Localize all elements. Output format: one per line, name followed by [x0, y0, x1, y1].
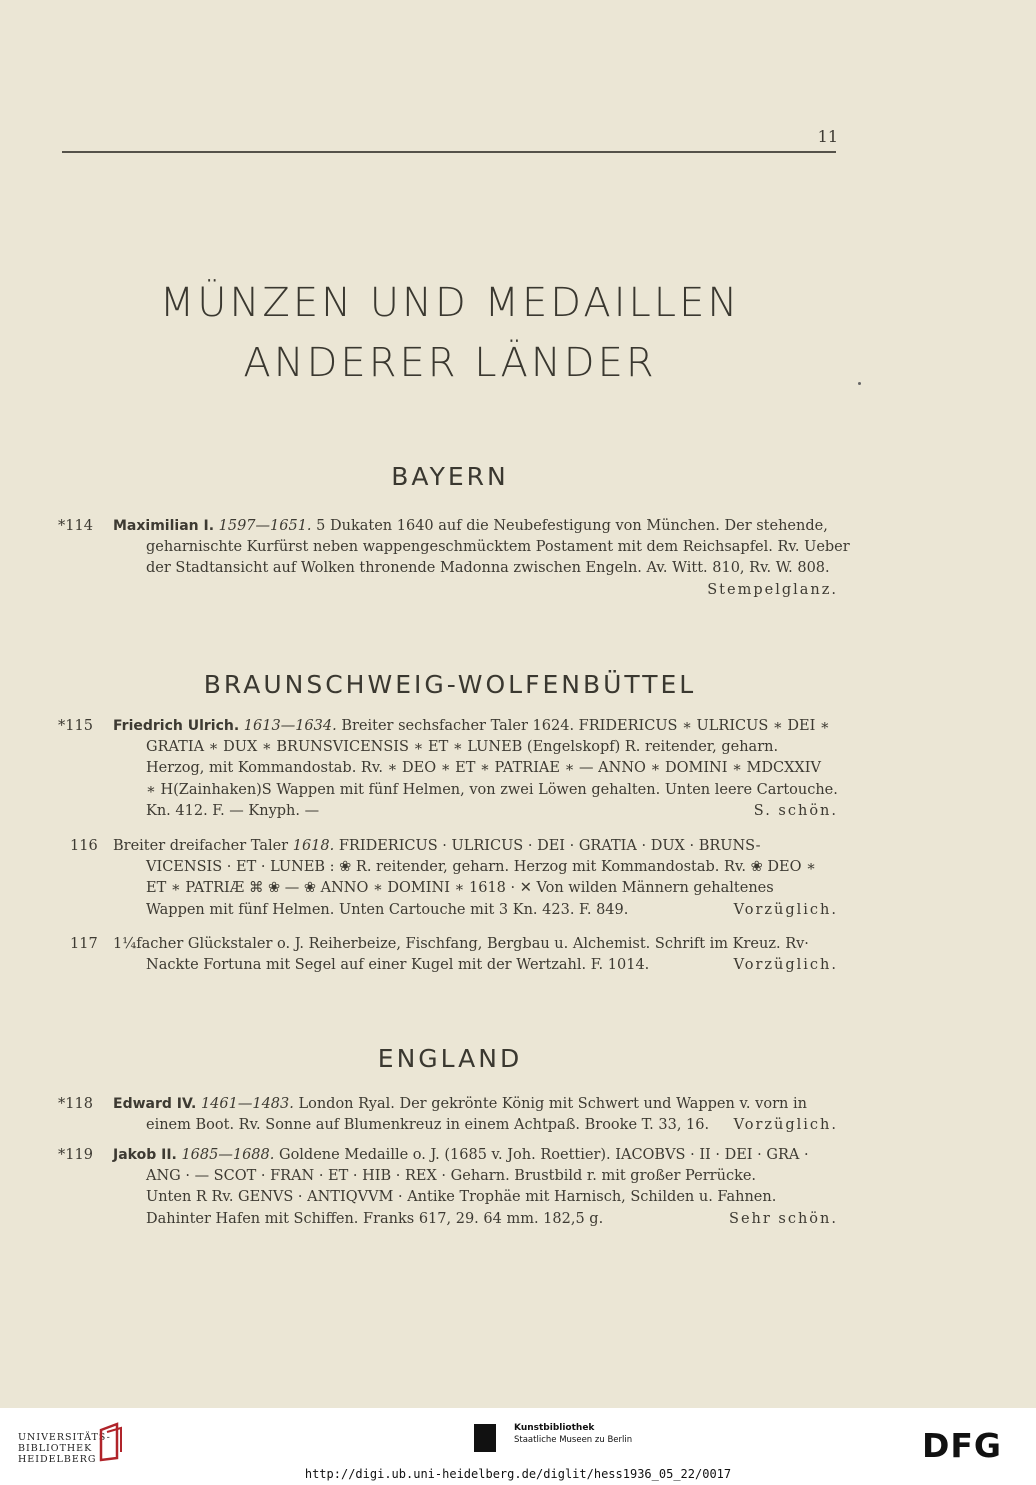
- entry-ruler: Jakob II.: [113, 1147, 177, 1163]
- entry-grade: Sehr schön.: [729, 1210, 838, 1227]
- main-title-line1: MÜNZEN UND MEDAILLEN: [159, 280, 741, 326]
- entry-line: GRATIA ∗ DUX ∗ BRUNSVICENSIS ∗ ET ∗ LUNEB (Engelskopf) R. reitender, geharn.: [146, 739, 779, 756]
- source-url-link[interactable]: http://digi.ub.uni-heidelberg.de/diglit/hess1936_05_22/0017: [304, 1467, 732, 1481]
- entry-text: Goldene Medaille o. J. (1685 v. Joh. Roettier). IACOBVS · II · DEI · GRA ·: [278, 1147, 809, 1163]
- entry-number: *118: [58, 1096, 93, 1112]
- entry-grade: S. schön.: [753, 802, 838, 819]
- entry-text: Breiter sechsfacher Taler 1624. FRIDERICUS ∗ ULRICUS ∗ DEI ∗: [341, 718, 830, 734]
- entry-line: VICENSIS · ET · LUNEB : ❀ R. reitender, geharn. Herzog mit Kommandostab. Rv. ❀ DEO ∗: [146, 859, 816, 876]
- university-logo-icon: [95, 1422, 125, 1462]
- entry-line: Unten R Rv. GENVS · ANTIQVVM · Antike Trophäe mit Harnisch, Schilden u. Fahnen.: [146, 1189, 777, 1206]
- entry-grade: Vorzüglich.: [733, 901, 838, 918]
- entry-dates: 1613—1634.: [243, 718, 337, 734]
- entry-line: ANG · — SCOT · FRAN · ET · HIB · REX · Geharn. Brustbild r. mit großer Perrücke.: [146, 1168, 757, 1185]
- entry-line: 1¼facher Glückstaler o. J. Reiherbeize, Fischfang, Bergbau u. Alchemist. Schrift im Kreuz. Rv·: [113, 936, 809, 952]
- entry-dates: 1685—1688.: [181, 1147, 275, 1163]
- entry-line: [113, 516, 838, 537]
- entry-number: *114: [58, 518, 93, 534]
- entry-ruler: Maximilian I.: [113, 518, 215, 534]
- uni-label-line: BIBLIOTHEK: [18, 1443, 93, 1454]
- entry-grade: Stempelglanz.: [707, 581, 838, 598]
- entry-line: [146, 801, 838, 822]
- entry-line: ∗ H(Zainhaken)S Wappen mit fünf Helmen, von zwei Löwen gehalten. Unten leere Cartouche.: [146, 781, 838, 798]
- entry-dates: 1618.: [292, 838, 335, 854]
- header-rule: [62, 151, 836, 153]
- uni-label-line: UNIVERSITÄTS-: [18, 1432, 111, 1443]
- entry-line: [113, 836, 838, 857]
- catalog-entry-119: [58, 1145, 838, 1230]
- catalog-entry-116: [58, 836, 838, 921]
- entry-text: einem Boot. Rv. Sonne auf Blumenkreuz in einem Achtpaß. Brooke T. 33, 16.: [146, 1117, 710, 1134]
- entry-line: Herzog, mit Kommandostab. Rv. ∗ DEO ∗ ET ∗ PATRIAE ∗ — ANNO ∗ DOMINI ∗ MDCXXIV: [146, 760, 821, 777]
- entry-line: ET ∗ PATRIÆ ⌘ ❀ — ❀ ANNO ∗ DOMINI ∗ 1618 · ✕ Von wilden Männern gehaltenes: [146, 880, 774, 897]
- entry-text: Breiter dreifacher Taler: [113, 838, 289, 854]
- kb-label-line: Kunstbibliothek: [514, 1423, 595, 1433]
- entry-line: [113, 716, 838, 737]
- entry-text: Nackte Fortuna mit Segel auf einer Kugel mit der Wertzahl. F. 1014.: [146, 957, 650, 974]
- entry-ruler: Friedrich Ulrich.: [113, 718, 240, 734]
- kb-label-line: Staatliche Museen zu Berlin: [514, 1435, 633, 1445]
- catalog-entry-115: [58, 716, 838, 822]
- catalog-entry-117: [58, 934, 838, 976]
- entry-text: FRIDERICUS · ULRICUS · DEI · GRATIA · DUX · BRUNS-: [338, 838, 761, 854]
- entry-number: *119: [58, 1147, 93, 1163]
- entry-text: 5 Dukaten 1640 auf die Neubefestigung von München. Der stehende,: [316, 518, 828, 534]
- entry-number: 117: [70, 936, 98, 952]
- entry-grade: Vorzüglich.: [733, 957, 838, 974]
- catalog-entry-114: [58, 516, 850, 601]
- entry-line: [146, 900, 838, 921]
- section-heading-bayern: BAYERN: [391, 462, 509, 491]
- entry-number: *115: [58, 718, 93, 734]
- catalog-entry-118: [58, 1094, 838, 1136]
- entry-line: [113, 1094, 838, 1115]
- entry-ruler: Edward IV.: [113, 1096, 197, 1112]
- kunstbibliothek-label: [514, 1422, 632, 1446]
- dfg-logo: DFG: [922, 1426, 1003, 1465]
- entry-dates: 1461—1483.: [200, 1096, 294, 1112]
- section-heading-braunschweig: BRAUNSCHWEIG-WOLFENBÜTTEL: [203, 670, 697, 699]
- uni-label-line: HEIDELBERG: [18, 1454, 97, 1465]
- entry-line: [146, 1115, 838, 1136]
- entry-line: [113, 1145, 838, 1166]
- entry-text: Wappen mit fünf Helmen. Unten Cartouche mit 3 Kn. 423. F. 849.: [146, 901, 629, 918]
- entry-text: London Ryal. Der gekrönte König mit Schwert und Wappen v. vorn in: [298, 1096, 807, 1112]
- entry-line: geharnischte Kurfürst neben wappengeschmücktem Postament mit dem Reichsapfel. Rv. Ueber: [146, 539, 850, 556]
- entry-line: [146, 955, 838, 976]
- entry-line: der Stadtansicht auf Wolken thronende Madonna zwischen Engeln. Av. Witt. 810, Rv. W. 808.: [146, 560, 830, 577]
- entry-line: [146, 1209, 838, 1230]
- kunstbibliothek-logo-icon: [474, 1424, 496, 1452]
- entry-dates: 1597—1651.: [218, 518, 312, 534]
- main-title-line2: ANDERER LÄNDER: [243, 340, 657, 386]
- entry-number: 116: [70, 838, 98, 854]
- section-heading-england: ENGLAND: [377, 1044, 523, 1073]
- entry-grade: Vorzüglich.: [733, 1117, 838, 1134]
- entry-text: Dahinter Hafen mit Schiffen. Franks 617, 29. 64 mm. 182,5 g.: [146, 1210, 604, 1227]
- page-number: 11: [817, 127, 838, 146]
- entry-text: Kn. 412. F. — Knyph. —: [146, 802, 320, 819]
